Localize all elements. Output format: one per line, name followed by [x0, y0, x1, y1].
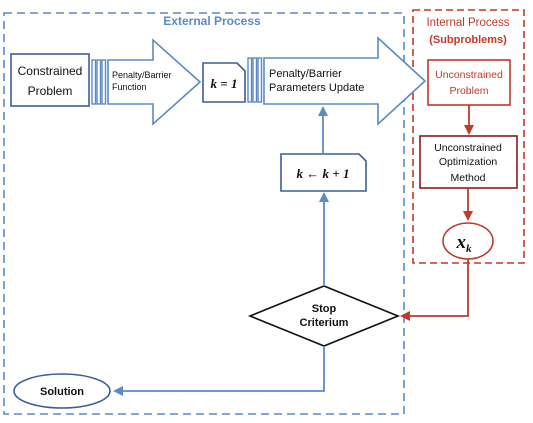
external-process-title: External Process — [163, 14, 261, 28]
internal-process-subtitle: (Subproblems) — [429, 34, 507, 46]
parameters-update-label-line1: Penalty/Barrier — [269, 68, 342, 80]
optimization-method-label-line2: Optimization — [438, 156, 498, 168]
stop-criterium-label-line1: Stop — [311, 303, 337, 315]
penalty-function-label-line2: Function — [112, 82, 147, 92]
constrained-problem-label-line1: Constrained — [17, 64, 83, 78]
constrained-problem-box — [11, 54, 89, 106]
solution-label: Solution — [40, 386, 84, 398]
stripes-icon — [92, 60, 106, 104]
constrained-problem-label-line2: Problem — [27, 84, 73, 98]
optimization-method-label-line1: Unconstrained — [434, 142, 502, 154]
k-update-label: k ← k + 1 — [296, 166, 350, 181]
stop-criterium-diamond — [250, 286, 398, 346]
xk-label: $x_k$ — [456, 232, 472, 255]
arrow-stop-to-solution — [115, 346, 324, 391]
parameters-update-block-arrow — [264, 38, 425, 124]
parameters-update-label-line2: Parameters Update — [269, 82, 365, 94]
unconstrained-problem-label-line1: Unconstrained — [435, 69, 503, 81]
stop-criterium-label-line2: Criterium — [299, 317, 349, 329]
optimization-method-label-line3: Method — [450, 172, 486, 184]
arrow-xk-to-stop — [402, 259, 468, 316]
k-equals-one-label: k = 1 — [210, 76, 238, 91]
unconstrained-problem-label-line2: Problem — [449, 85, 489, 97]
internal-process-title: Internal Process — [426, 17, 510, 29]
penalty-function-label-line1: Penalty/Barrier — [112, 70, 172, 80]
stripes-icon — [248, 58, 262, 102]
unconstrained-problem-box — [428, 60, 510, 105]
